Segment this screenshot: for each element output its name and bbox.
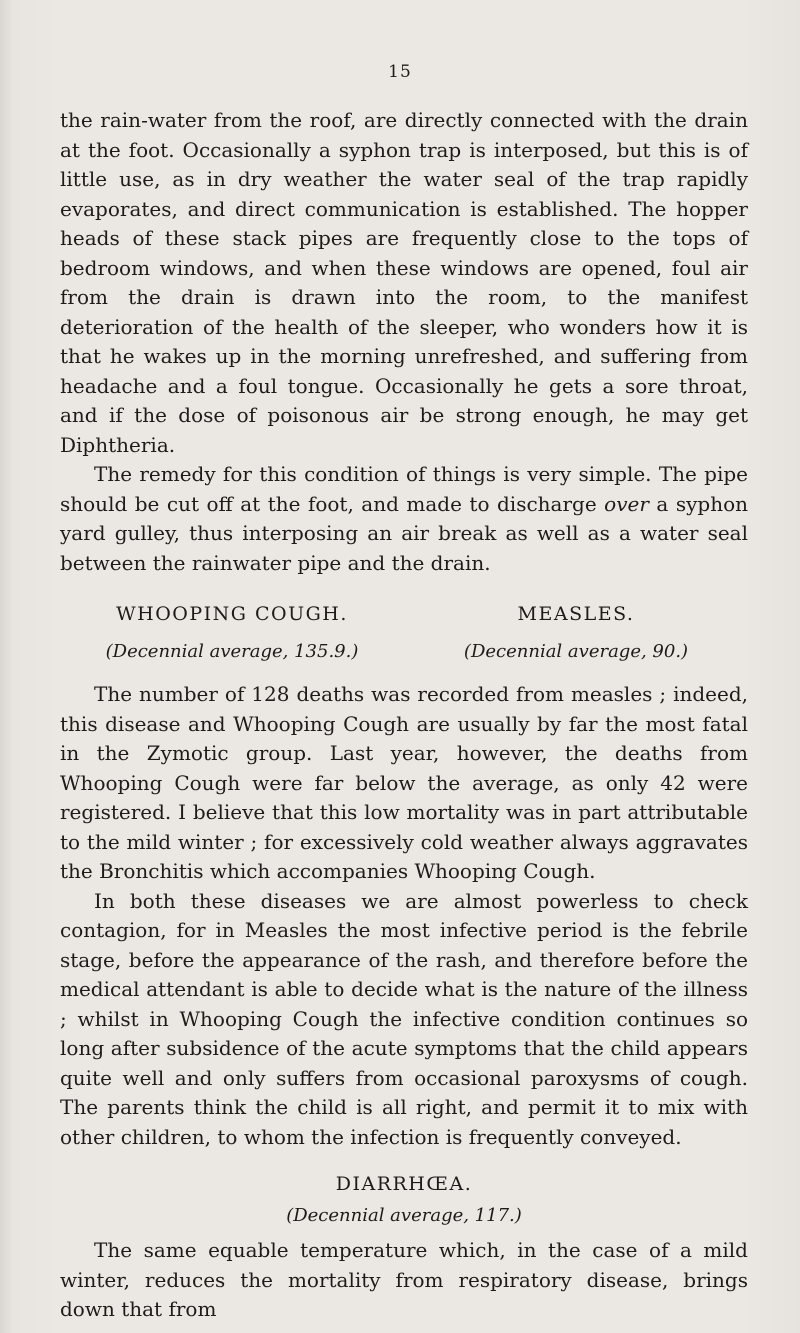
measles-average: (Decennial average, 90.): [463, 641, 689, 662]
measles-heading: MEASLES.: [517, 603, 635, 625]
paragraph-remedy: [60, 460, 748, 578]
section-headings-row: [60, 600, 748, 666]
paragraph-measles-deaths: The number of 128 deaths was recorded from measles ; indeed, this disease and Whooping Cough are usually by far the most fatal in the Zymotic group. Last year, however, the deaths from Whooping Cough were far below the average, as only 42 were registered. I believe that this low mortality was in part attributable to the mild winter ; for excessively cold weather always aggravates the Bronchitis which accompanies Whooping Cough.: [60, 682, 748, 883]
whooping-cough-heading-block: [60, 600, 404, 666]
remedy-emphasis: over: [604, 491, 649, 516]
whooping-cough-heading: WHOOPING COUGH.: [116, 603, 348, 625]
diarrhoea-heading-block: [60, 1170, 748, 1230]
measles-heading-block: [404, 600, 748, 666]
paragraph-diarrhoea: The same equable temperature which, in the case of a mild winter, reduces the mortality from respiratory disease, brings down that from: [60, 1238, 748, 1321]
page-number: 15: [388, 62, 412, 82]
page-body: [60, 106, 748, 1325]
diarrhoea-average: (Decennial average, 117.): [286, 1205, 522, 1226]
remedy-text-after: a syphon yard gulley, thus interposing an air break as well as a water seal between the rainwater pipe and the drain.: [60, 491, 748, 575]
diarrhoea-heading: DIARRHŒA.: [335, 1173, 473, 1195]
paragraph-drain-connection: the rain-water from the roof, are directly connected with the drain at the foot. Occasionally a syphon trap is interposed, but this is of little use, as in dry weather the water seal of the trap rapidly evaporates, and direct communication is established. The hopper heads of these stack pipes are frequently close to the tops of bedroom windows, and when these windows are opened, foul air from the drain is drawn into the room, to the manifest deterioration of the health of the sleeper, who wonders how it is that he wakes up in the morning unrefreshed, and suffering from headache and a foul tongue. Occasionally he gets a sore throat, and if the dose of poisonous air be strong enough, he may get Diphtheria.: [60, 108, 748, 457]
remedy-text-before: The remedy for this condition of things is very simple. The pipe should be cut off at the foot, and made to discharge: [60, 462, 748, 516]
whooping-cough-average: (Decennial average, 135.9.): [105, 641, 359, 662]
paragraph-contagion: In both these diseases we are almost powerless to check contagion, for in Measles the most infective period is the febrile stage, before the appearance of the rash, and therefore before the medical attendant is able to decide what is the nature of the illness ; whilst in Whooping Cough the infective condition continues so long after subsidence of the acute symptoms that the child appears quite well and only suffers from occasional paroxysms of cough. The parents think the child is all right, and permit it to mix with other children, to whom the infection is frequently conveyed.: [60, 888, 748, 1149]
